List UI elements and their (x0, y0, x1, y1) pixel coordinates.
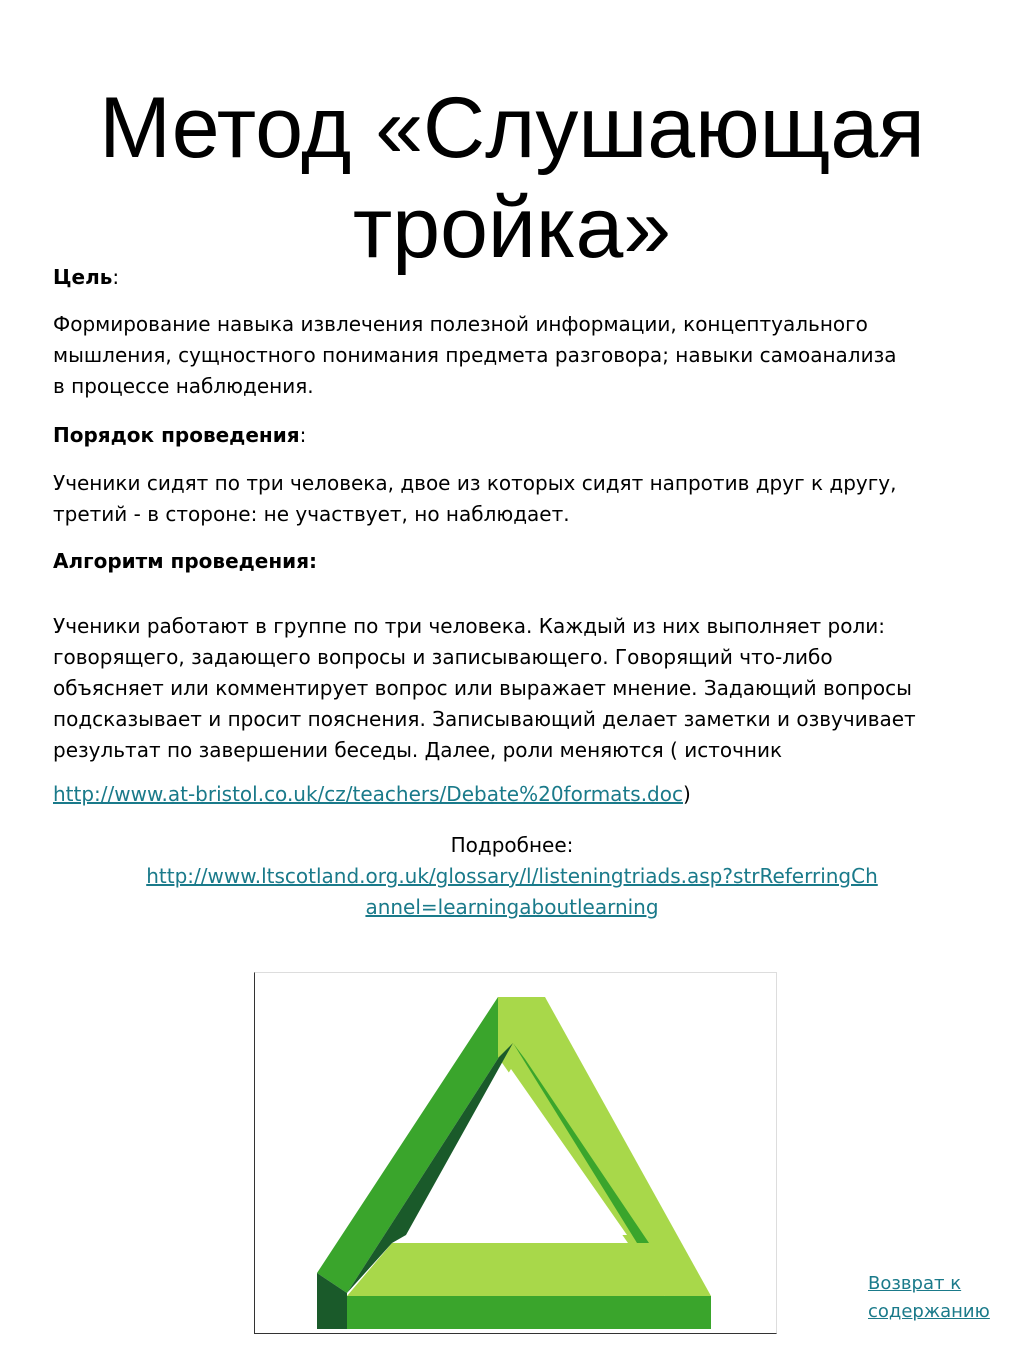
procedure-label: Порядок проведения (53, 423, 300, 447)
penrose-triangle-figure (254, 972, 777, 1334)
triangle-bottom-mid (347, 1296, 711, 1329)
back-to-contents-link[interactable]: Возврат к содержанию (868, 1273, 990, 1322)
source-link[interactable]: http://www.at-bristol.co.uk/cz/teachers/Debate%20formats.doc (53, 782, 683, 806)
algorithm-heading (53, 546, 983, 577)
more-link[interactable]: http://www.ltscotland.org.uk/glossary/l/listeningtriads.asp?strReferringCh annel=learningaboutlearning (146, 864, 878, 919)
procedure-text: Ученики сидят по три человека, двое из которых сидят напротив друг к другу, третий - в стороне: не участвует, но наблюдает. (53, 471, 897, 526)
goal-text: Формирование навыка извлечения полезной информации, концептуального мышления, сущностного понимания предмета разговора; навыки самоанализа в процессе наблюдения. (53, 312, 897, 398)
procedure-heading: Порядок проведения: (53, 423, 307, 447)
title-line-2: тройка» (352, 180, 672, 276)
page-title (0, 78, 1024, 278)
algorithm-text: Ученики работают в группе по три человека. Каждый из них выполняет роли: говорящего, задающего вопросы и записывающего. Говорящий что-либо объясняет или комментирует вопрос или выражает мнение. Задающий вопросы подсказывает и просит пояснения. Записывающий делает заметки и озвучивает результат по завершении беседы. Далее, роли меняются ( источник (53, 614, 916, 762)
algorithm-label: Алгоритм проведения: (53, 549, 318, 573)
more-label: Подробнее: (450, 833, 574, 857)
goal-label: Цель (53, 265, 113, 289)
more-section (80, 830, 944, 923)
penrose-triangle-icon (255, 973, 776, 1333)
title-line-1: Метод «Слушающая (99, 80, 925, 176)
source-line: http://www.at-bristol.co.uk/cz/teachers/Debate%20formats.doc) (53, 782, 691, 806)
triangle-bottom-band (347, 1243, 665, 1296)
goal-heading: Цель: (53, 265, 120, 289)
